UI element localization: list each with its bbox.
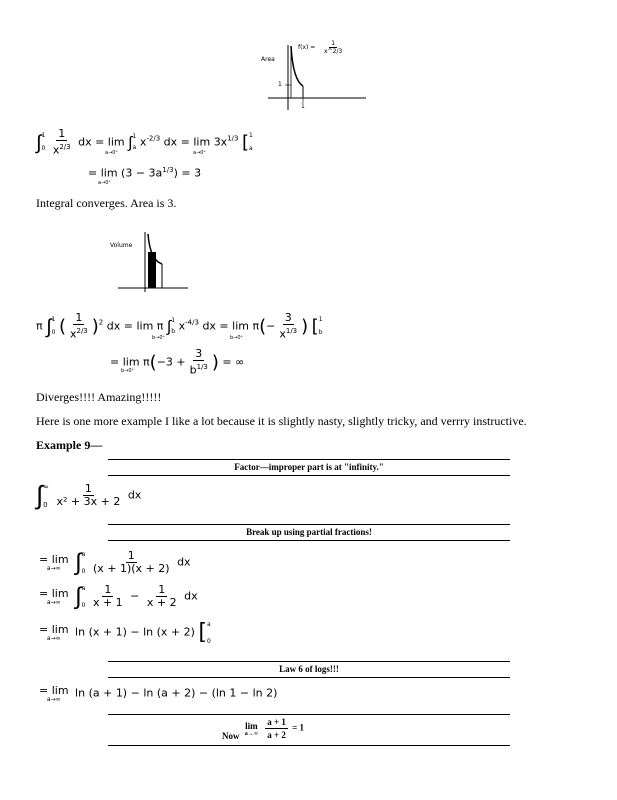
- area-graph-svg: [258, 40, 368, 120]
- equation-volume-line1: π ∫ 1 0 ( $\frac{1}{x^{2/3}}$ )$^2$ dx = lim π ∫ 1 b $x^{-4/3}$ dx = lim π(− $\frac{3}{x^{1/3}}$ ) [ 1 b: [36, 311, 323, 341]
- lim-sub-3: a→0⁺: [98, 180, 112, 186]
- equation-area-line2: = $\lim (3 - 3a^{1/3}) = 3$: [88, 166, 202, 180]
- partial-fraction-line1: = lim a→∞ ∫ a 0 $\frac{1}{(x + 1)(x + 2)}$ dx: [39, 548, 191, 576]
- volume-shaded-slice: [148, 252, 156, 288]
- example-title: Example 9—: [36, 438, 103, 452]
- dx-equals-lim: dx = lim: [78, 135, 125, 149]
- integral-sign: ∫: [36, 129, 42, 154]
- area-graph: [258, 40, 368, 120]
- area-label: Area: [261, 56, 275, 63]
- function-fraction: $\frac{1}{x\^{}2/3}$: [324, 40, 343, 55]
- lim-sub-6: b→0⁺: [121, 368, 135, 374]
- lim-sub-4: b→0⁺: [152, 335, 166, 341]
- lim-sub-1: a→0⁺: [105, 150, 119, 156]
- intro-text: Here is one more example I like a lot because it is slightly nasty, slightly tricky, and verrry instructive.: [36, 414, 527, 428]
- partial-fraction-line2: = lim a→∞ ∫ a 0 $\frac{1}{x + 1}$ − $\frac{1}{x + 2}$ dx: [39, 582, 198, 610]
- bar3-label: Law 6 of logs!!!: [279, 664, 339, 674]
- converges-text: Integral converges. Area is 3.: [36, 196, 177, 210]
- bar3-top-rule: [108, 661, 510, 662]
- function-label: f(x) =: [298, 44, 316, 51]
- bar1-top-rule: [108, 459, 510, 460]
- lim-sub-5: b→0⁺: [230, 335, 244, 341]
- bar2-label: Break up using partial fractions!: [246, 527, 372, 537]
- equation-volume-line2: = lim π(−3 + $\frac{3}{b^{1/3}}$ ) = ∞: [110, 347, 245, 377]
- now-limit-line: Now lim a→∞ $\frac{a + 1}{a + 2}$ = 1: [222, 717, 305, 741]
- integral-upper: 1: [41, 132, 46, 140]
- y-tick-label: 1: [278, 81, 282, 88]
- area-curve: [291, 46, 303, 86]
- bar2-bottom-rule: [108, 540, 510, 541]
- integral-lower: 0: [41, 145, 46, 153]
- fraction-1-over-x: $\frac{1}{x^{2/3}}$: [52, 127, 71, 157]
- log-law-line: = lim a→∞ ln (a + 1) − ln (a + 2) − (ln 1 − ln 2): [39, 684, 278, 703]
- bar1-label: Factor—improper part is at "infinity.": [234, 462, 384, 472]
- volume-graph: [110, 230, 190, 300]
- bar4-top-rule: [108, 714, 510, 715]
- lim-sub-2: a→0⁺: [193, 150, 207, 156]
- diverges-text: Diverges!!!! Amazing!!!!!: [36, 390, 162, 404]
- bar2-top-rule: [108, 524, 510, 525]
- x-tick-label: 1: [301, 103, 305, 110]
- equation-example9: ∫ ∞ 0 $\frac{1}{\text{x² + 3x + 2}}$ dx: [36, 481, 142, 511]
- volume-graph-svg: [110, 230, 190, 300]
- bar4-bottom-rule: [108, 745, 510, 746]
- volume-label: Volume: [110, 242, 133, 249]
- partial-fraction-line3: = lim a→∞ ln (x + 1) − ln (x + 2) [ a 0: [39, 620, 211, 645]
- bar1-bottom-rule: [108, 475, 510, 476]
- bar3-bottom-rule: [108, 677, 510, 678]
- equation-area-line1: ∫ 1 0 $\frac{1}{x^{2/3}}$ dx = lim ∫ 1 a $x^{-2/3}$ dx = $\lim 3x^{1/3}$ [ 1 a: [36, 127, 253, 157]
